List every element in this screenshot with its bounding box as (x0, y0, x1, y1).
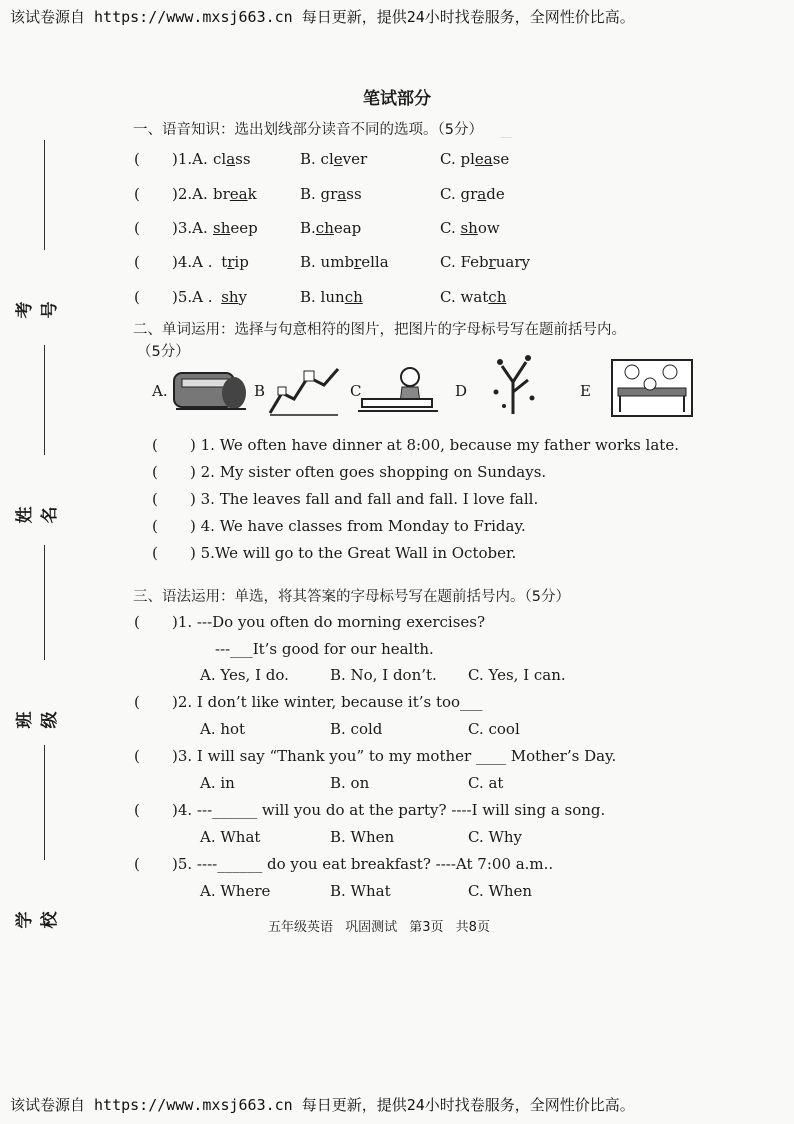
q5-option-c: C. When (468, 882, 533, 900)
source-banner-bottom: 该试卷源自 https://www.mxsj663.cn 每日更新，提供24小时找卷服务，全网性价比高。 (10, 1096, 635, 1114)
section1-option-b: B. lunch (300, 288, 363, 306)
pic-label-a: A. (152, 382, 168, 400)
q3-option-c: C. at (468, 774, 504, 792)
q3-option-b: B. on (330, 774, 370, 792)
q2-text: )2. I don’t like winter, because it’s too___ (172, 693, 483, 711)
picture-dinner (172, 363, 250, 419)
sidebar-label-banji: 班级 (15, 711, 60, 729)
section2-bracket: ( (152, 517, 158, 535)
section1-option-a: trip (221, 253, 249, 271)
sidebar-line-4 (44, 745, 45, 860)
section1-option-c: C. please (440, 150, 510, 168)
section2-bracket: ( (152, 436, 158, 454)
section1-bracket: ( (134, 150, 140, 168)
q5-bracket: ( (134, 855, 140, 873)
section1-option-b: B. clever (300, 150, 368, 168)
q1-bracket: ( (134, 613, 140, 631)
q3-text: )3. I will say “Thank you” to my mother ____ Mother’s Day. (172, 747, 617, 765)
q4-option-b: B. When (330, 828, 395, 846)
q1-option-a: A. Yes, I do. (200, 666, 289, 684)
section2-sentence: ) 3. The leaves fall and fall and fall. I love fall. (190, 490, 539, 508)
section2-sentence: ) 5.We will go to the Great Wall in October. (190, 544, 517, 562)
section2-sentence: ) 2. My sister often goes shopping on Sundays. (190, 463, 547, 481)
pic-label-b: B (254, 382, 266, 400)
section1-bracket: ( (134, 185, 140, 203)
q2-option-b: B. cold (330, 720, 383, 738)
sidebar-label-kaohao: 考号 (15, 301, 60, 319)
section1-option-c: C. show (440, 219, 500, 237)
picture-autumn-tree (488, 352, 538, 420)
section1-heading: 一、语音知识：选出划线部分读音不同的选项。（5分） (133, 122, 483, 138)
q4-bracket: ( (134, 801, 140, 819)
section2-sentence: ) 4. We have classes from Monday to Friday. (190, 517, 526, 535)
section1-option-a: shy (221, 288, 248, 306)
section1-option-a: sheep (213, 219, 258, 237)
section2-points: （5分） (137, 344, 190, 360)
pic-label-e: E (580, 382, 591, 400)
picture-shopping (358, 363, 438, 421)
sidebar-line-2 (44, 345, 45, 455)
section1-option-b: B. grass (300, 185, 362, 203)
sidebar-line-3 (44, 545, 45, 660)
section1-bracket: ( (134, 219, 140, 237)
q1-option-c: C. Yes, I can. (468, 666, 566, 684)
q4-option-c: C. Why (468, 828, 523, 846)
page-title: 笔试部分 (363, 89, 431, 109)
section3-heading: 三、语法运用：单选，将其答案的字母标号写在题前括号内。（5分） (133, 589, 570, 605)
q2-option-a: A. hot (200, 720, 246, 738)
q1-option-b: B. No, I don’t. (330, 666, 437, 684)
section2-bracket: ( (152, 544, 158, 562)
sidebar-line-1 (44, 140, 45, 250)
q5-text: )5. ----______ do you eat breakfast? ----At 7:00 a.m.. (172, 855, 554, 873)
section2-heading: 二、单词运用：选择与句意相符的图片，把图片的字母标号写在题前括号内。 (133, 322, 626, 338)
sidebar-label-xingming: 姓名 (15, 506, 60, 524)
pic-label-c: C (350, 382, 362, 400)
q5-option-a: A. Where (200, 882, 271, 900)
section1-option-c: C. watch (440, 288, 507, 306)
sidebar-label-xuexiao: 学校 (15, 911, 60, 929)
source-banner-top: 该试卷源自 https://www.mxsj663.cn 每日更新，提供24小时找卷服务，全网性价比高。 (10, 8, 635, 26)
q1-text: )1. ---Do you often do morning exercises? (172, 613, 486, 631)
section1-option-c: C. grade (440, 185, 505, 203)
section1-bracket: ( (134, 288, 140, 306)
section1-option-a: class (213, 150, 251, 168)
section2-bracket: ( (152, 490, 158, 508)
section1-item-number: )2.A. (172, 185, 208, 203)
section1-option-c: C. February (440, 253, 530, 271)
section2-bracket: ( (152, 463, 158, 481)
q4-option-a: A. What (200, 828, 261, 846)
q2-bracket: ( (134, 693, 140, 711)
section1-bracket: ( (134, 253, 140, 271)
section1-item-number: )1.A. (172, 150, 208, 168)
bleed-through: — (500, 130, 513, 145)
q4-text: )4. ---______ will you do at the party? ----I will sing a song. (172, 801, 606, 819)
q5-option-b: B. What (330, 882, 391, 900)
section1-option-b: B.cheap (300, 219, 362, 237)
section1-item-number: )5.A . (172, 288, 213, 306)
q1-answer-line: ---___It’s good for our health. (215, 640, 434, 658)
section1-option-b: B. umbrella (300, 253, 389, 271)
q2-option-c: C. cool (468, 720, 520, 738)
section2-sentence: ) 1. We often have dinner at 8:00, because my father works late. (190, 436, 679, 454)
picture-classroom (610, 358, 694, 422)
section1-option-a: break (213, 185, 257, 203)
picture-great-wall (268, 363, 340, 421)
pic-label-d: D (455, 382, 468, 400)
q3-bracket: ( (134, 747, 140, 765)
section1-item-number: )3.A. (172, 219, 208, 237)
q3-option-a: A. in (200, 774, 235, 792)
page-footer: 五年级英语 巩固测试 第3页 共8页 (268, 920, 490, 935)
section1-item-number: )4.A . (172, 253, 213, 271)
